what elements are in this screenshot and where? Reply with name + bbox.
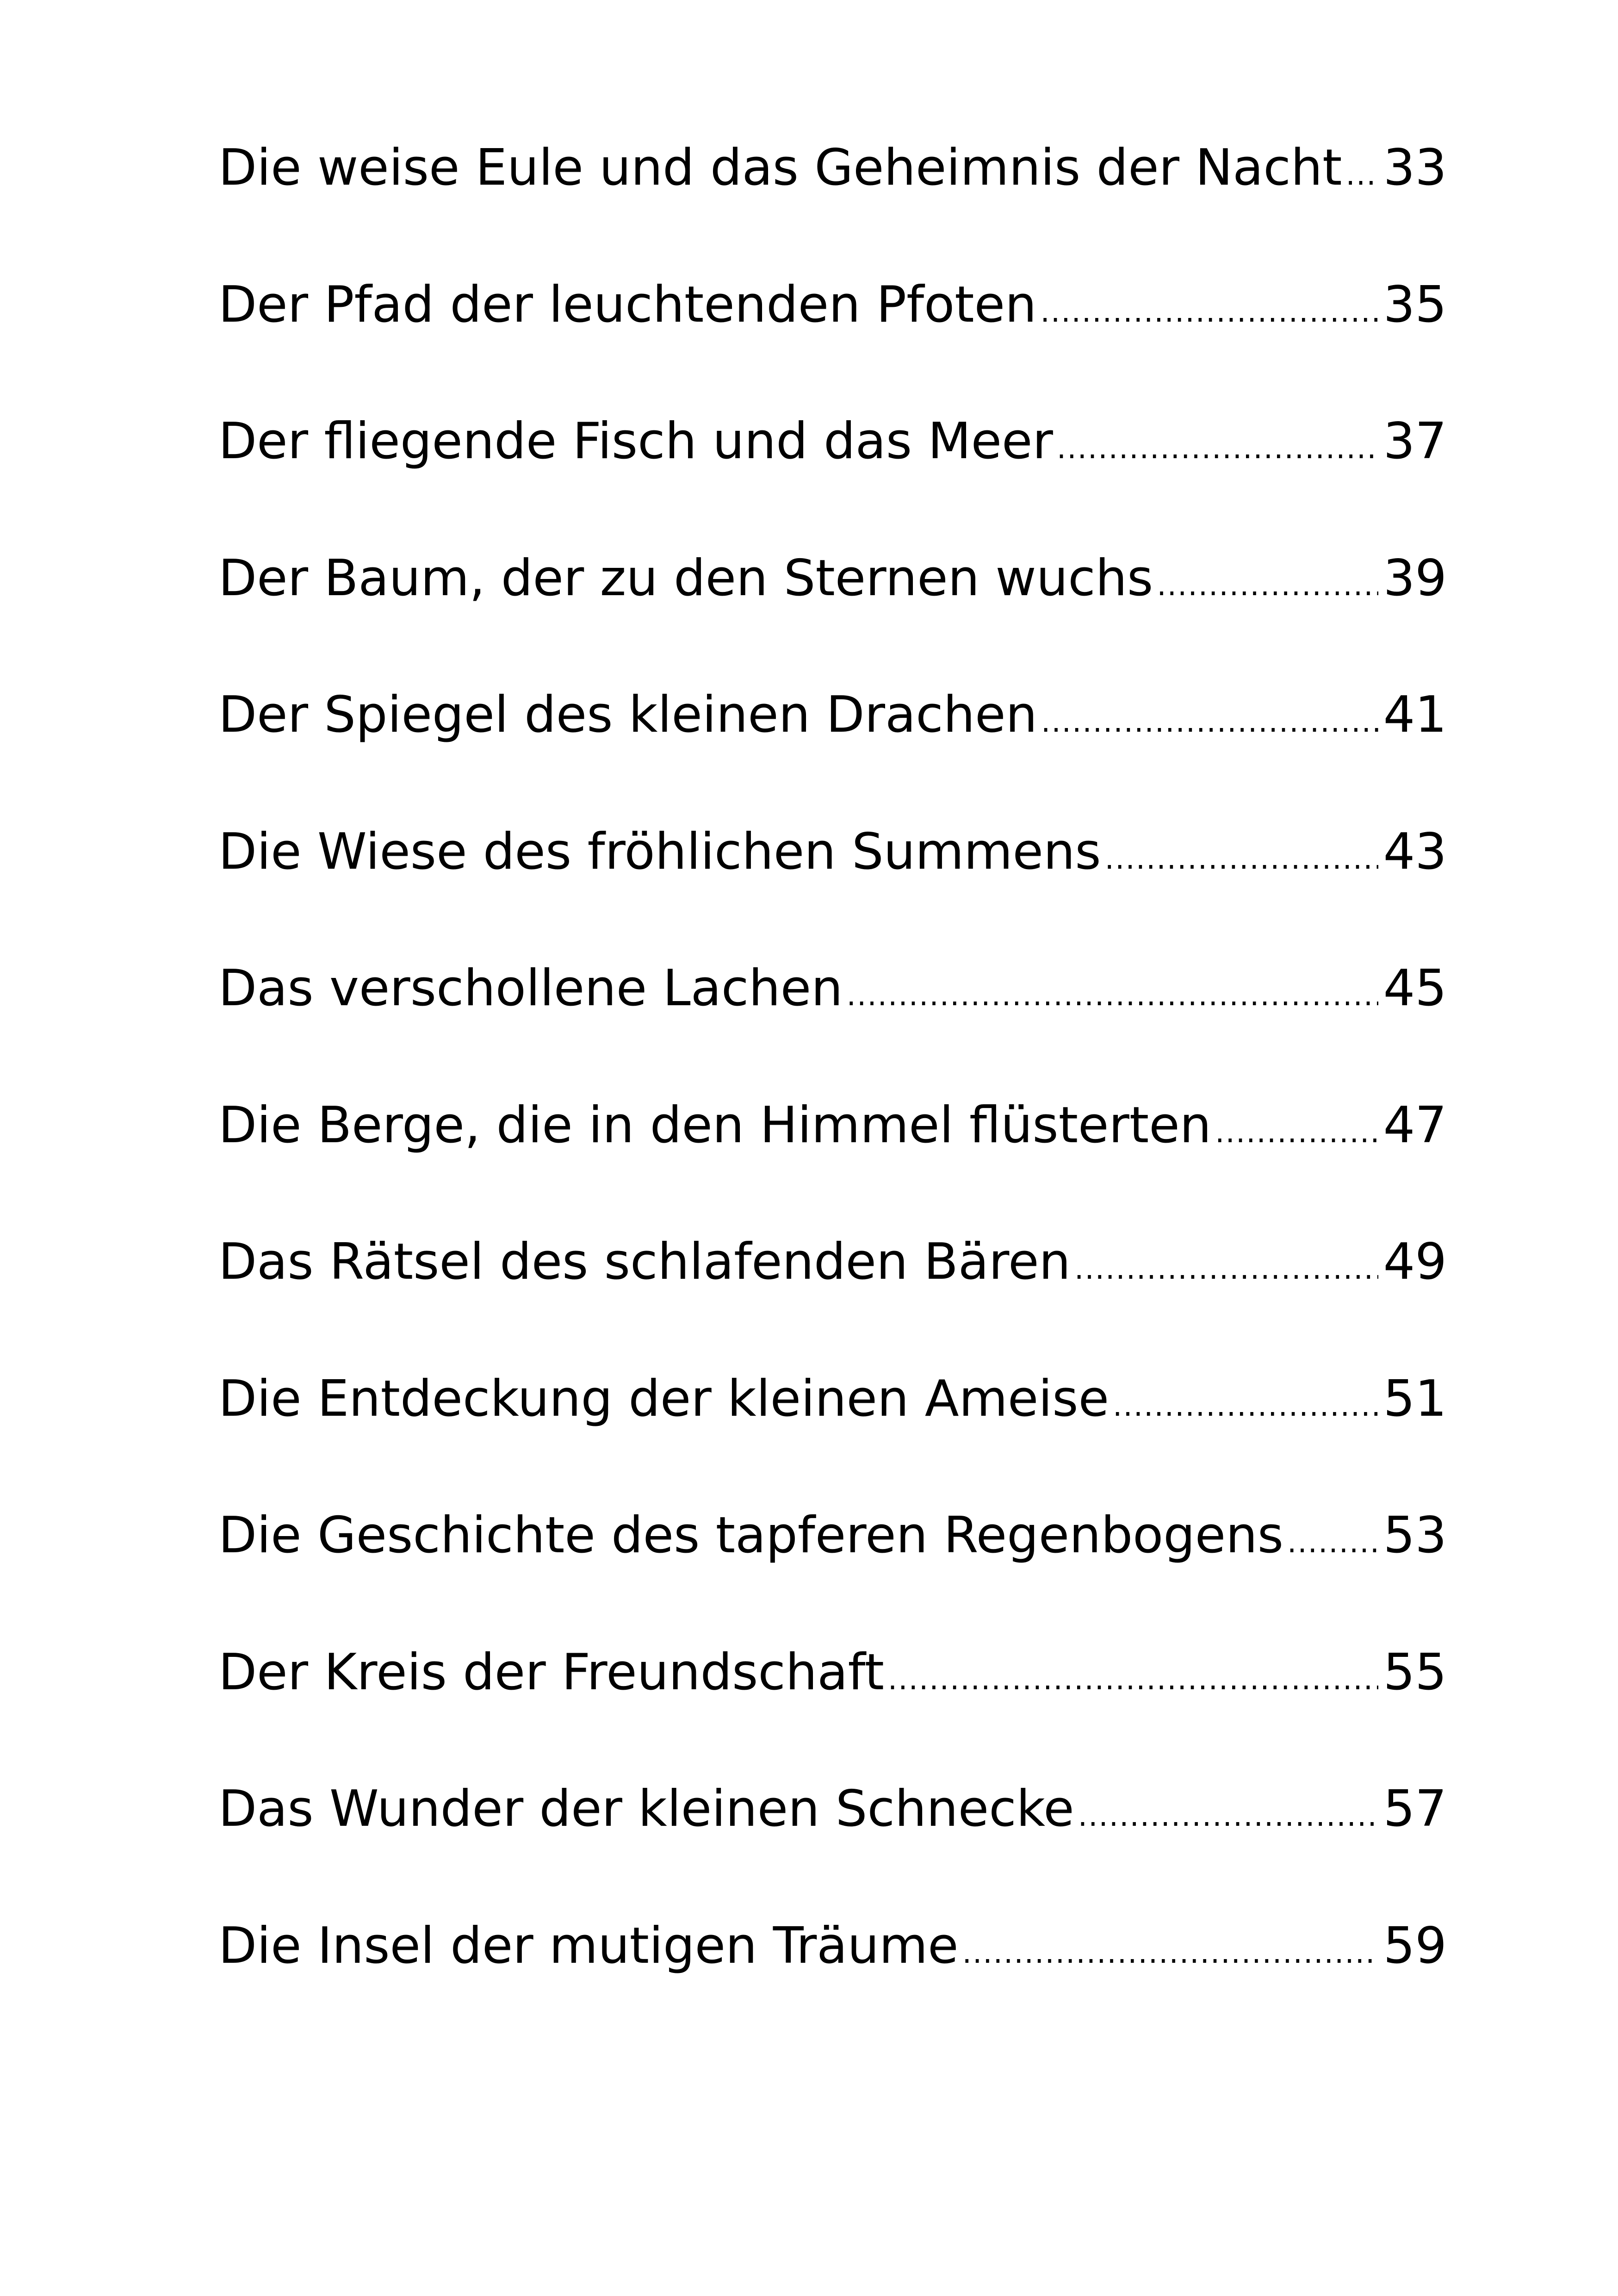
toc-dot-leader [847, 978, 1378, 1013]
toc-entry [218, 412, 1447, 549]
toc-dot-leader [1041, 705, 1378, 739]
toc-entry-title: Die Entdeckung der kleinen Ameise [218, 1369, 1110, 1428]
toc-entry-title: Der Spiegel des kleinen Drachen [218, 686, 1037, 744]
toc-entry-title: Die Wiese des fröhlichen Summens [218, 822, 1101, 881]
toc-entry [218, 549, 1447, 686]
toc-dot-leader [1113, 1389, 1378, 1423]
toc-page-number: 43 [1383, 822, 1447, 881]
toc-page-number: 57 [1383, 1780, 1447, 1838]
toc-dot-leader [1287, 1525, 1378, 1560]
toc-dot-leader [1105, 842, 1378, 876]
toc-dot-leader [1041, 295, 1379, 329]
toc-entry [218, 1506, 1447, 1643]
toc-entry-title: Die Berge, die in den Himmel flüsterten [218, 1096, 1212, 1154]
toc-page-number: 59 [1383, 1916, 1447, 1975]
toc-page-number: 51 [1383, 1369, 1447, 1428]
toc-dot-leader [962, 1936, 1378, 1970]
toc-page-number: 45 [1383, 959, 1447, 1017]
toc-dot-leader [1057, 431, 1378, 466]
toc-entry-title: Der fliegende Fisch und das Meer [218, 412, 1053, 470]
toc-entry-title: Der Kreis der Freundschaft [218, 1643, 884, 1701]
toc-dot-leader [1078, 1799, 1378, 1833]
toc-page-number: 55 [1383, 1643, 1447, 1701]
toc-dot-leader [1157, 568, 1378, 603]
toc-entry [218, 1643, 1447, 1780]
toc-page-number: 41 [1383, 686, 1447, 744]
toc-dot-leader [1346, 158, 1378, 192]
toc-page-number: 53 [1383, 1506, 1447, 1564]
toc-entry [218, 1370, 1447, 1507]
toc-entry [218, 276, 1447, 413]
toc-page-number: 39 [1383, 549, 1447, 607]
toc-page-number: 47 [1383, 1096, 1447, 1154]
toc-entry [218, 823, 1447, 960]
toc-entry-title: Das Wunder der kleinen Schnecke [218, 1780, 1074, 1838]
toc-entry-title: Das Rätsel des schlafenden Bären [218, 1233, 1071, 1291]
toc-dot-leader [1215, 1115, 1378, 1150]
toc-page-number: 33 [1383, 139, 1447, 197]
toc-entry-title: Der Pfad der leuchtenden Pfoten [218, 275, 1037, 334]
toc-entry [218, 959, 1447, 1096]
toc-page-number: 49 [1383, 1233, 1447, 1291]
toc-entry [218, 686, 1447, 823]
toc-entry-title: Das verschollene Lachen [218, 959, 843, 1017]
toc-entry [218, 1233, 1447, 1370]
toc-entry-title: Die Insel der mutigen Träume [218, 1916, 959, 1975]
toc-entry [218, 139, 1447, 276]
toc-entry [218, 1780, 1447, 1917]
toc-entry-title: Die Geschichte des tapferen Regenbogens [218, 1506, 1283, 1564]
table-of-contents [218, 139, 1447, 2053]
toc-entry [218, 1917, 1447, 2054]
toc-dot-leader [888, 1662, 1378, 1697]
toc-entry-title: Der Baum, der zu den Sternen wuchs [218, 549, 1153, 607]
toc-entry-title: Die weise Eule und das Geheimnis der Nacht [218, 139, 1342, 197]
toc-page-number: 37 [1383, 412, 1447, 470]
toc-page-number: 35 [1383, 275, 1447, 334]
toc-entry [218, 1096, 1447, 1233]
toc-dot-leader [1074, 1252, 1378, 1286]
